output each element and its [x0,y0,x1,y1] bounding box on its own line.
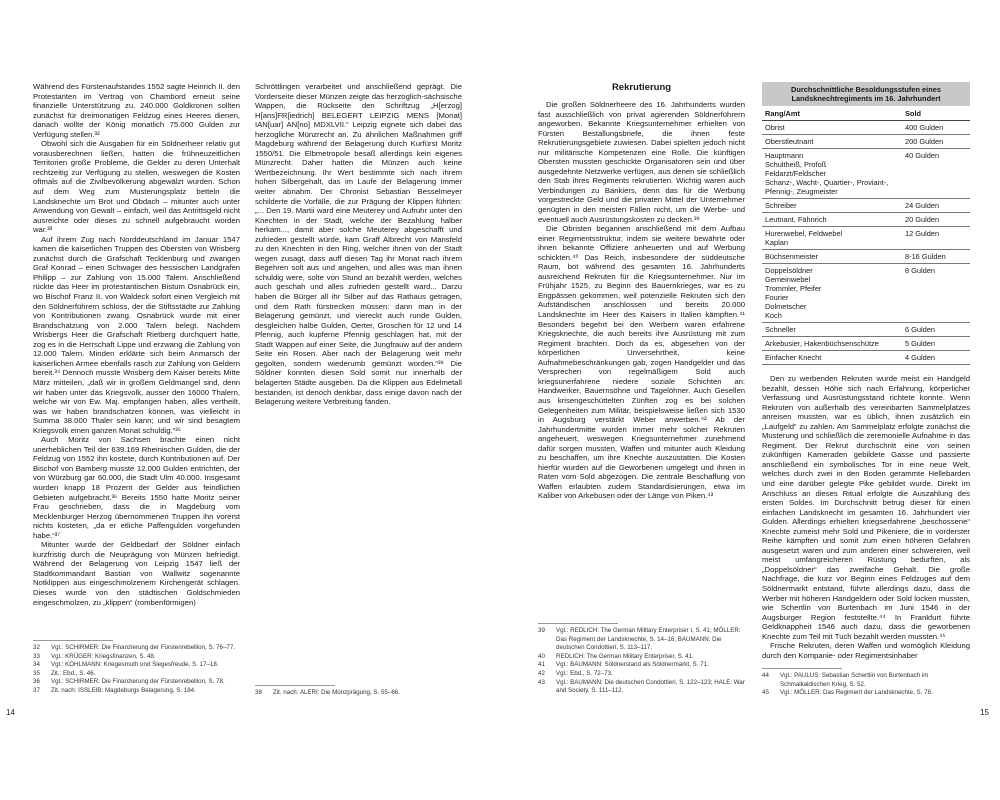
footnote [762,672,970,689]
footnote [538,627,745,653]
footnote-number: 43 [538,678,545,686]
footnote-divider [762,668,842,669]
footnote-text: REDLICH: The German Military Enterpriser, S. 41. [556,652,694,660]
right-page-column-2 [762,374,970,660]
table-row [762,250,970,264]
table-row [762,227,970,250]
footnote-number: 42 [538,669,545,677]
footnote [538,661,745,670]
table-row [762,337,970,351]
rank-cell: Hauptmann Schultheiß, Profoß Feldarzt/Feldscher Schanz-, Wacht-, Quartier-, Proviant-, Pfennig-, Zeugmeister [765,151,889,196]
footnotes-left-col-2 [255,685,462,698]
paragraph: Mitunter wurde der Geldbedarf der Söldner einfach kurzfristig durch die Neuprägung von Münzen befriedigt. Während der Belagerung von Leipzig 1547 ließ der Stadtkommandant Bastian von Wallwitz sogenannte Notklippen aus eingeschmolzenem Kirchengerät schlagen. Dieses wurde von den städtischen Goldschmieden eingeschmolzen, zu „klippen“ (rombenförmigen) [33,540,240,607]
rank-cell: Oberstleutnant [765,137,814,146]
paragraph: Die Obristen begannen anschließend mit dem Aufbau einer Regimentsstruktur, indem sie weitere bewährte oder ihnen bekannte Offiziere anheuerten und auf Werbung schickten.⁴⁰ Das Reich, insbesondere der süddeutsche Raum, bot während des gesamten 16. Jahrhunderts ausreichend Rekruten für die Kriegsunternehmer. Nur im Frühjahr 1525, zu Beginn des Bauernkrieges, war es zu Engpässen gekommen, weil potenzielle Rekruten sich den Aufständischen anschlossen und bereits 20.000 Landsknechte im Heer des Kaisers in Italien kämpften.⁴¹ Besonders begehrt bei den Werbern waren erfahrene Kriegsknechte, die auch bereits ihre Ausrüstung mit zum Regiment brachten. Doch da es, abgesehen von der körperlichen Unversehrtheit, keine Aufnahmebeschränkungen gab, zogen Handgelder und das Versprechen von regelmäßigem Sold auch kriegsunerfahrene niedere soziale Schichten an: Handwerker, Bauernsöhne und Tagelöhner. Auch Gesellen aus krisengeschüttelten Zünften zog es bei solchen Gelegenheiten zum Militär, beispielsweise ließen sich 1530 in Augsburg verstärkt Weber anwerben.⁴² Ab der Jahrhundertmitte wurden immer mehr solcher Rekruten angeheuert, weswegen Kriegsunternehmer zunehmend dafür sorgen mussten, Waffen und mitunter auch Kleidung zu beschaffen, um ihre Knechte auszustatten. Die Kosten hierfür wurden auf die Geworbenen umgelegt und ihnen in Raten vom Sold abgezogen. Die zentrale Beschaffung von Waffen erlaubten zudem Standardisierungen, etwa im Kaliber von Arkebusen oder der Länge von Piken.⁴³ [538,224,745,501]
footnote-text: Zit. nach: ALERI: Die Münzprägung, S. 55–66. [273,689,400,696]
pay-cell: 12 Gulden [905,229,940,238]
rank-cell: Schreiber [765,201,797,210]
footnotes-right-col-2 [762,668,970,698]
footnote-text: Zit.: Ebd., S. 46. [51,669,96,677]
rank-cell: Hurenwebel, Feldwebel Kaplan [765,229,843,247]
section-heading: Rekrutierung [611,82,672,93]
paragraph: Auf ihrem Zug nach Norddeutschland im Januar 1547 kamen die kaiserlichen Truppen des Obersten von Wrisberg zunächst durch die Grafschaft Tecklenburg und zwangen Graf Konrad – einen Schwager des hessischen Landgrafen Philipp – zur Zahlung von 15.000 Talern. Anschließend rückte das Heer im protestantischen Bistum Osnabrück ein, wo Bischof Franz II. von Waldeck sofort einen Vergleich mit den Söldnerführern schloss, der die Stiftsstädte zur Zahlung von Kontributionen zwang. Osnabrück wurde mit einer Brandschatzung von 2.000 Talern belegt. Nachdem Wrisbergs Heer die Grafschaft Rietberg durchquert hatte, zog es in die Herrschaft Lippe und erzwang die Zahlung von 12.000 Talern. Minden erklärte sich beim Anmarsch der kaiserlichen Armee ebenfalls rasch zur Zahlung von Geldern bereit.³⁴ Dennoch musste Wrisberg dem Kaiser bereits Mitte März mitteilen, „daß wir in großem Geldmangel sind, denn wir haben unter das Kriegsvolk, ausser den 16000 Thalern, welche wir von Ew. Maj. empfangen haben, alles vertheilt, was wir haben brandschatzen können, was vielleicht in Summa 38.000 Thaler sein kann; und wir sind besagtem Kriegsvolk einen ganzen Monat schuldig.“³⁵ [33,234,240,435]
rank-cell: Büchsenmeister [765,252,818,261]
table-row [762,199,970,213]
footnote-text: Vgl.: KRÜGER: Kriegsfinanzen, S. 48. [51,652,156,660]
pay-cell: 200 Gulden [905,137,944,146]
footnote [762,689,970,698]
paragraph: Während des Fürstenaufstandes 1552 sagte Heinrich II. den Protestanten im Vertrag von Chambord erneut seine finanzielle Unterstützung zu. 240.000 Goldkronen sollten zunächst für dreimonatigen Feldzug eines Heeres dienen, danach wollte der König monatlich 75.000 Gulden zur Verfügung stellen.³² [33,82,240,139]
footnote [33,644,240,653]
footnote-number: 44 [762,672,769,679]
rank-cell: Einfacher Knecht [765,353,822,362]
paragraph: Die großen Söldnerheere des 16. Jahrhunderts wurden fast ausschließlich von privat agierenden Söldnerführern angeworben. Bekannte Kriegsunternehmer erhielten von Fürsten Bestallungsbriefe, die ihnen feste Rekrutierungsgebiete zuwiesen. Dabei spielten jedoch nicht nur militärische Kompetenzen eine Rolle. Die künftigen Obersten mussten geschickte Organisatoren sein und über ausgedehnte Netzwerke verfügen, aus denen sie schließlich den Stab ihres Regiments rekrutierten. Wichtig waren auch Verbindungen zu Bankiers, denn das für die Werbung vorgestreckte Geld und die privaten Mittel der Unternehmer genügten in den meisten Fällen nicht, um die Werbe- und eventuell auch Ausrüstungskosten zu decken.³⁹ [538,100,745,224]
rank-cell: Doppelsöldner Gemeinwebel Trommler, Pfeifer Fourier Dolmetscher Koch [765,266,822,320]
footnote [538,679,745,696]
page-number-right: 15 [980,708,989,717]
table-title: Durchschnittliche Besoldungsstufen eines Landsknechtregiments im 16. Jahrhundert [762,82,970,106]
footnote-number: 38 [255,689,262,696]
footnote-text: Vgl.: SCHIRMER: Die Finanzierung der Fürstenrebellion, S. 76–77. [51,644,235,651]
footnote-text: Vgl.: Ebd., S. 72–73. [556,669,613,677]
column-header-rank: Rang/Amt [765,109,800,118]
pay-cell: 8 Gulden [905,266,935,275]
table-body [762,121,970,365]
left-page-column-1 [33,82,240,607]
footnote [33,661,240,670]
paragraph: Schröttlingen verarbeitet und anschließend geprägt. Die Vorderseite dieser Münzen zeigte das herzoglich-sächsische Wappen, die Rückseite den Schriftzug „H[erzog] H[ans]FR[iedrich] BELEGERT LEIPZIG MENS [Monat] IAN[uar] AN[no] MDXLVII.“ Leipzig eignete sich dabei das herzogliche Münzrecht an. Zu ähnlichen Maßnahmen griff Magdeburg während der Belagerung durch Kurfürst Moritz 1550/51. Die Elbmetropole besaß allerdings kein eigenes Münzrecht. Daher hatten die Münzen auch keine Wertbezeichnung. Ihr Wert bestimmte sich nach ihrem hohen Silbergehalt, das im Laufe der Belagerung immer weiter abnahm. Der Chronist Sebastian Besselmeyer schilderte die Vorfälle, die zur Prägung der Klippen führten: „... Den 19. Martii ward eine Meuterey und Aufruhr unter den Knechten in der Stadt, welche der Bezahlung halber herkam..., damit aber solche Meuterey abgeschafft und zufrieden gestellt würde, kam Graff Albrecht von Mansfeld zu den Knechten in den Ring, welcher ihnen von der Stadt wegen zusagt, dass auff diesen Tag ihr Monat nach ihrem Begehren solt aus und angehen, und alles was man ihnen schuldig were, solte von Stund an bezahlt werden, welches auch geschah und alles zufrieden gestellt ward... Darzu haben die Bürger all ihr Silber auf das Rathaus getragen, und dem Rath fürstrecken müssen: dann man in der Belagerung gemünzt, und viereckt auch runde Gulden, desgleichen halbe Gulden, Oerter, Groschen für 12 und 14 Pfennig, auch kupferne Pfennig geschlagen hat, mit der Stadt Wappen auf einer Seite, die Jungfrauw auf der andern Seite ein Rosen. Aber nach der Belagerung weit mehr gegolten, sondern wiederumb gemünzt worden.“³⁸ Die Söldner konnten diesen Sold somit nur innerhalb der belagerten Städte ausgeben. Da die Klippen aus Edelmetall bestanden, ist denoch denkbar, dass einige davon nach der Belagerung weitere Verbreitung fanden. [255,82,462,407]
footnote-text: Zit. nach: ISSLEIB: Magdeburgs Belagerung, S. 184. [51,686,196,694]
footnote-text: Vgl.: PAULUS: Sebastian Schertlin von Burtenbach im Schmalkaldischen Krieg, S. 52. [780,672,929,688]
footnote-text: Vgl.: REDLICH: The German Military Enterpriser I, S. 41; MÖLLER: Das Regiment der Landsknechte, S. 14–16; BAUMANN: Die deutschen Condottieri, S. 113–117. [556,627,741,652]
footnote-number: 36 [33,678,40,686]
pay-cell: 6 Gulden [905,325,935,334]
footnote [255,689,462,698]
pay-cell: 5 Gulden [905,339,935,348]
table-row [762,323,970,337]
footnote-text: Vgl.: BAUMANN: Söldnerstand als Söldnermarkt, S. 71. [556,661,709,669]
table-row [762,149,970,199]
table-header-row [762,106,970,121]
right-page-column-1 [538,100,745,501]
footnote-text: Vgl.: BAUMANN: Die deutschen Condottieri, S. 122–123; HALE: War and Society, S. 111–112. [556,678,745,695]
column-header-pay: Sold [905,109,922,118]
table-row [762,213,970,227]
footnote [33,687,240,696]
footnote-number: 35 [33,669,40,677]
footnote [33,653,240,662]
footnote-number: 33 [33,652,40,660]
paragraph: Auch Moritz von Sachsen brachte einen nicht unerheblichen Teil der 639.169 Rheinischen Gulden, die der Feldzug von 1552 ihn kostete, durch Kontributionen auf. Der Bischof von Bamberg musste 12.000 Gulden entrichten, der von Würzburg gar 60.000, die Stadt Ulm 40.000. Insgesamt wurden knapp 18 Prozent der Gelder aus feindlichen Gebieten aufgebracht.³⁶ Bereits 1550 hatte Moritz seiner Frau geschrieben, dass die in Magdeburg vom Mecklenburger Herzog übernommenen Truppen ihn vorerst nichts kosteten, „da er etliche Paffengulden vorgefunden habe.“³⁷ [33,435,240,540]
pay-cell: 20 Gulden [905,215,940,224]
page-number-left: 14 [6,708,15,717]
rank-cell: Schneller [765,325,796,334]
pay-scale-table [762,82,970,365]
rank-cell: Leutnant, Fähnrich [765,215,827,224]
pay-cell: 40 Gulden [905,151,940,160]
footnote-text: Vgl.: KOHLMANN: Kriegesmuth und Siegesfreude, S. 17–18. [51,661,219,669]
rank-cell: Obrist [765,123,785,132]
footnote-text: Vgl.: SCHIRMER: Die Finanzierung der Fürstenrebellion, S. 78. [51,678,225,686]
table-row [762,121,970,135]
footnote-text: Vgl.: MÖLLER: Das Regiment der Landsknechte, S. 78. [780,689,933,697]
footnote [33,678,240,687]
paragraph: Frische Rekruten, deren Waffen und womöglich Kleidung durch den Kompanie- oder Regimentsinhaber [762,641,970,660]
footnote-number: 39 [538,627,545,634]
rank-cell: Arkebusier, Hakenbüchsenschütze [765,339,879,348]
footnote-number: 32 [33,644,40,651]
pay-cell: 400 Gulden [905,123,944,132]
footnote-divider [33,640,113,641]
footnote-number: 37 [33,686,40,694]
footnote-number: 40 [538,652,545,660]
footnotes-left-col-1 [33,640,240,696]
paragraph: Obwohl sich die Ausgaben für ein Söldnerheer relativ gut vorausberechnen ließen, hatten die frühneuzeitlichen Territorien große Probleme, die Gelder zu deren Unterhalt rechtzeitig zur Verfügung zu stellen, weswegen die Kosten oftmals auf die Zivilbevölkerung abgewälzt wurden. Schon auf dem Weg zum Musterungsplatz betteln die Landsknechte um Brot und Obdach – mitunter auch unter Anwendung von Gewalt – einfach, weil das Antrittsgeld nicht ausreichte oder dieses zu schnell aufgebraucht worden war.³³ [33,139,240,235]
table-row [762,351,970,365]
footnotes-right-col-1 [538,623,745,696]
footnote-divider [538,623,618,624]
footnote-number: 34 [33,661,40,669]
footnote-divider [255,685,335,686]
footnote-number: 41 [538,661,545,669]
footnote-number: 45 [762,689,769,697]
pay-cell: 8-16 Gulden [905,252,946,261]
pay-cell: 4 Gulden [905,353,935,362]
table-row [762,135,970,149]
table-row [762,264,970,323]
footnote [538,670,745,679]
pay-cell: 24 Gulden [905,201,940,210]
footnote [538,653,745,662]
footnote [33,670,240,679]
left-page-column-2 [255,82,462,407]
paragraph: Den zu werbenden Rekruten wurde meist ein Handgeld bezahlt, dessen Höhe sich nach Erfahrung, körperlicher Verfassung und Ausrüstungsstand richtete konnte. Wenn Rekruten von außerhalb des vereinbarten Sammelplatzes anreisen mussten, war es üblich, ihnen zusätzlich ein „Laufgeld“ zu zahlen. Am Sammelplatz erfolgte zunächst die Musterung und schließlich die zeremonielle Aufnahme in das Regiment. Der Rekrut durchschritt eine von seinen zukünftigen Kameraden gebildete Gasse und passierte anschließend ein symbolisches Tor in eine neue Welt, welches durch zwei in den Boden gerammte Hellebarden und eine darüber gelegte Pike gebildet wurde. Direkt im Anschluss an dieses Ritual erfolgte die Auszahlung des ersten Soldes. Im Durchschnitt betrug dieser für einen einfachen Landsknecht im gesamten 16. Jahrhundert vier Gulden. Allerdings erhielten kriegserfahrene „beschossene“ Knechte zumeist mehr Sold und Pikeniere, die in vorderster Reihe kämpften und somit zum einen höheren Gefahren ausgesetzt waren und zum anderen einer schwereren, weil meist umfangreicheren Rüstung bedurften, als „Doppelsöldner“ das zweifache Gehalt. Die große Nachfrage, die kurz vor Beginn eines Feldzuges auf dem Söldnermarkt entstand, führte allerdings dazu, dass die Werber mit höheren Handgeldern oder Sold locken mussten, wie Schertlin von Burtenbach im Juni 1546 in der Augsburger Region feststellte.⁴⁴ In Frankfurt führte Geldknappheit 1546 auch dazu, dass die geworbenen Knechte zum Teil mit Tuch bezahlt werden mussten.⁴⁵ [762,374,970,641]
